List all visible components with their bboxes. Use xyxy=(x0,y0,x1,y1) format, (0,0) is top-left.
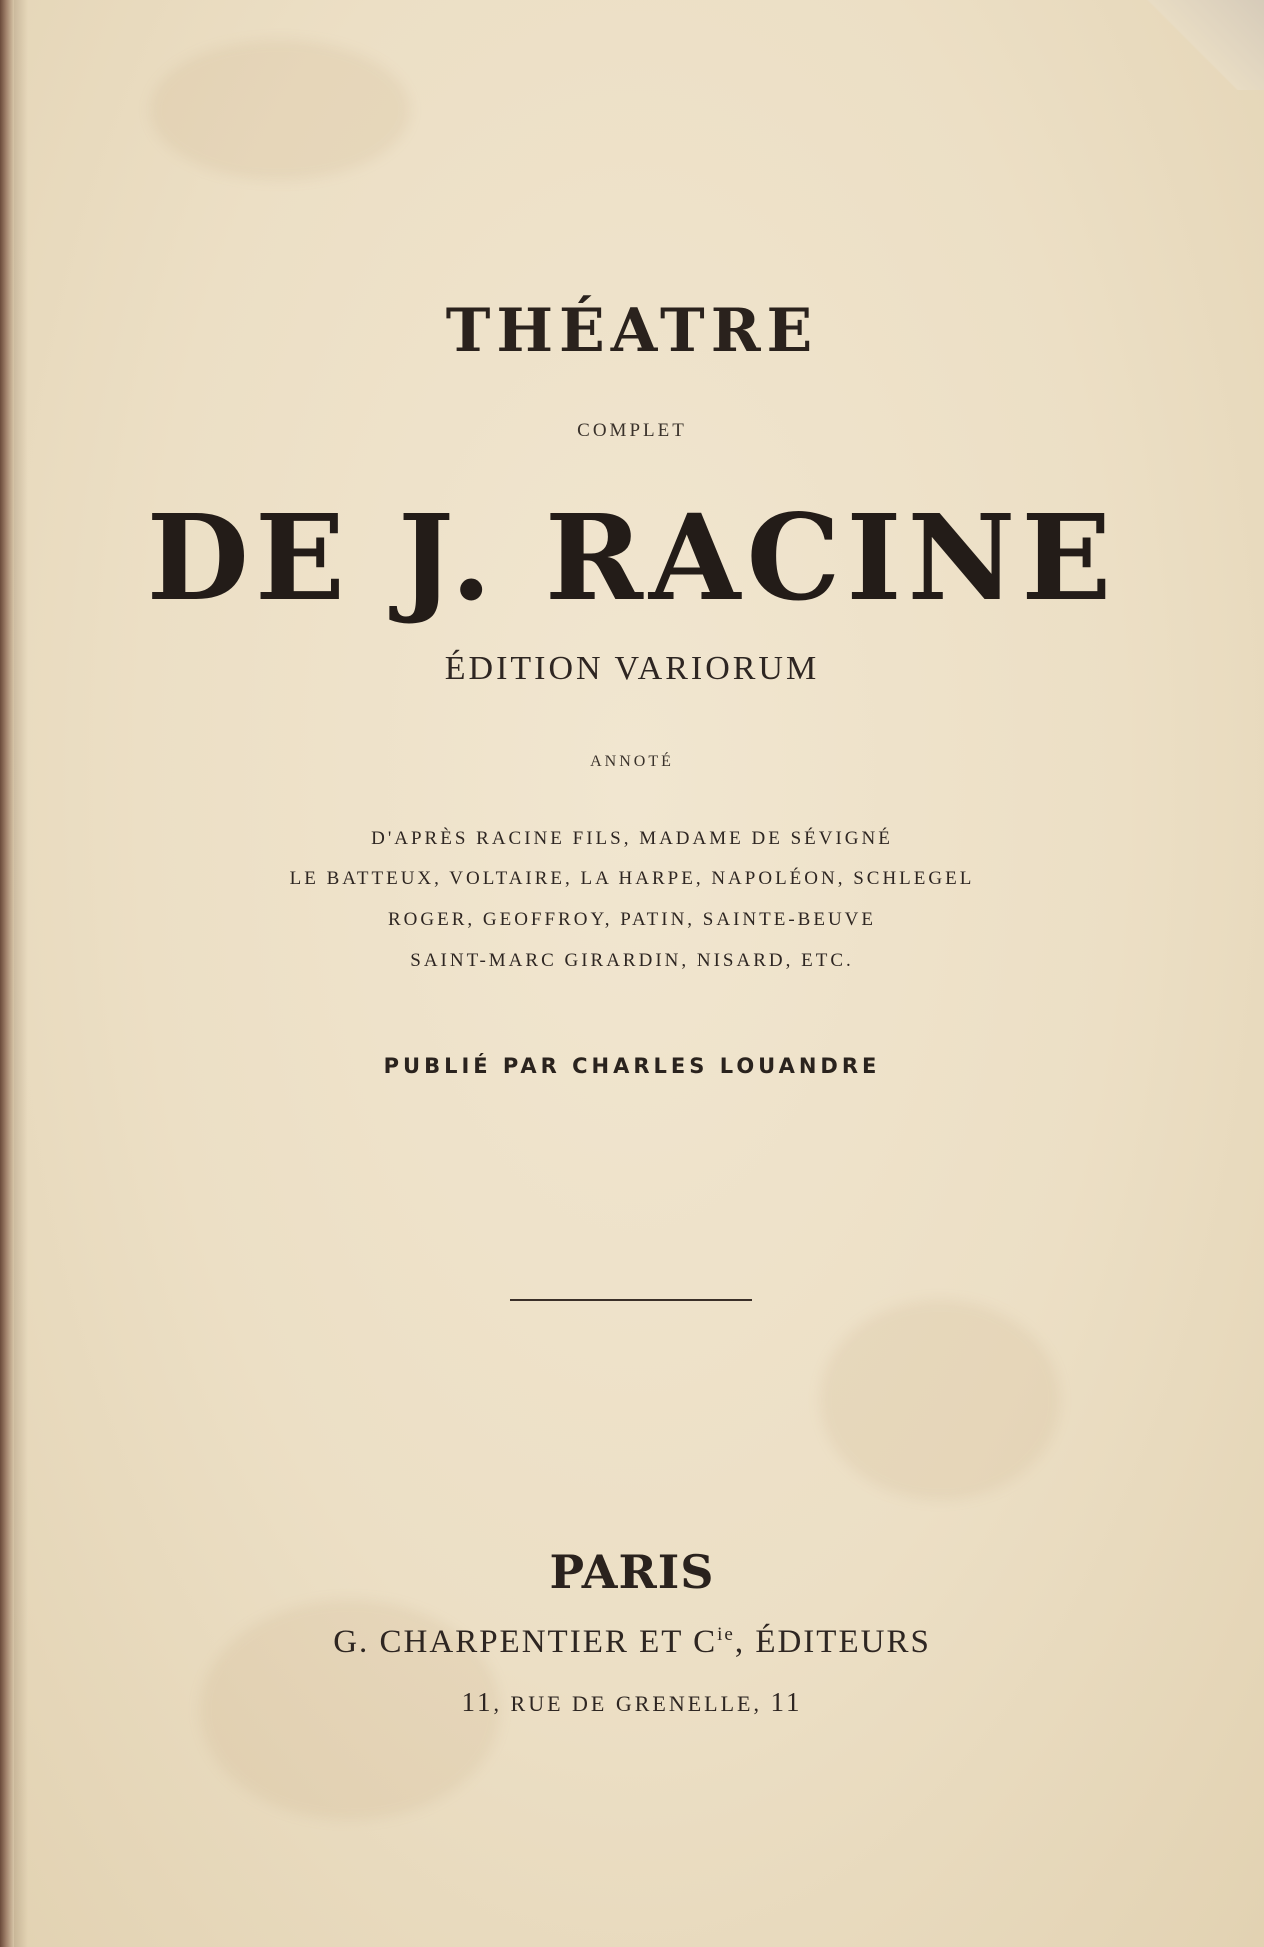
publisher-name: G. CHARPENTIER ET C xyxy=(333,1624,718,1660)
contributors-line: D'APRÈS RACINE FILS, MADAME DE SÉVIGNÉ xyxy=(371,828,893,849)
edition-line: ÉDITION VARIORUM xyxy=(444,650,820,687)
paper-stain xyxy=(150,40,410,180)
annote-line: ANNOTÉ xyxy=(590,753,674,770)
address-number: 11 xyxy=(461,1687,494,1717)
title-complet: COMPLET xyxy=(577,420,687,441)
contributors-line: SAINT-MARC GIRARDIN, NISARD, ETC. xyxy=(410,950,854,971)
address-street: , RUE DE GRENELLE, xyxy=(493,1691,771,1716)
contributors-line: ROGER, GEOFFROY, PATIN, SAINTE-BEUVE xyxy=(387,909,877,930)
imprint-publisher xyxy=(0,1624,1264,1661)
publisher-suffix: , ÉDITEURS xyxy=(734,1624,931,1660)
title-theatre: THÉATRE xyxy=(445,296,819,366)
title-author: DE J. RACINE xyxy=(146,488,1118,627)
paper-stain xyxy=(820,1300,1060,1500)
publisher-superscript: ie xyxy=(717,1624,735,1645)
editor-line: PUBLIÉ PAR CHARLES LOUANDRE xyxy=(383,1054,881,1078)
contributors-line: LE BATTEUX, VOLTAIRE, LA HARPE, NAPOLÉON, SCHLEGEL xyxy=(289,868,975,889)
address-number: 11 xyxy=(770,1687,803,1717)
divider-rule xyxy=(510,1299,752,1301)
imprint-address xyxy=(0,1687,1264,1718)
imprint-city: PARIS xyxy=(549,1545,715,1599)
torn-corner xyxy=(1144,0,1264,90)
